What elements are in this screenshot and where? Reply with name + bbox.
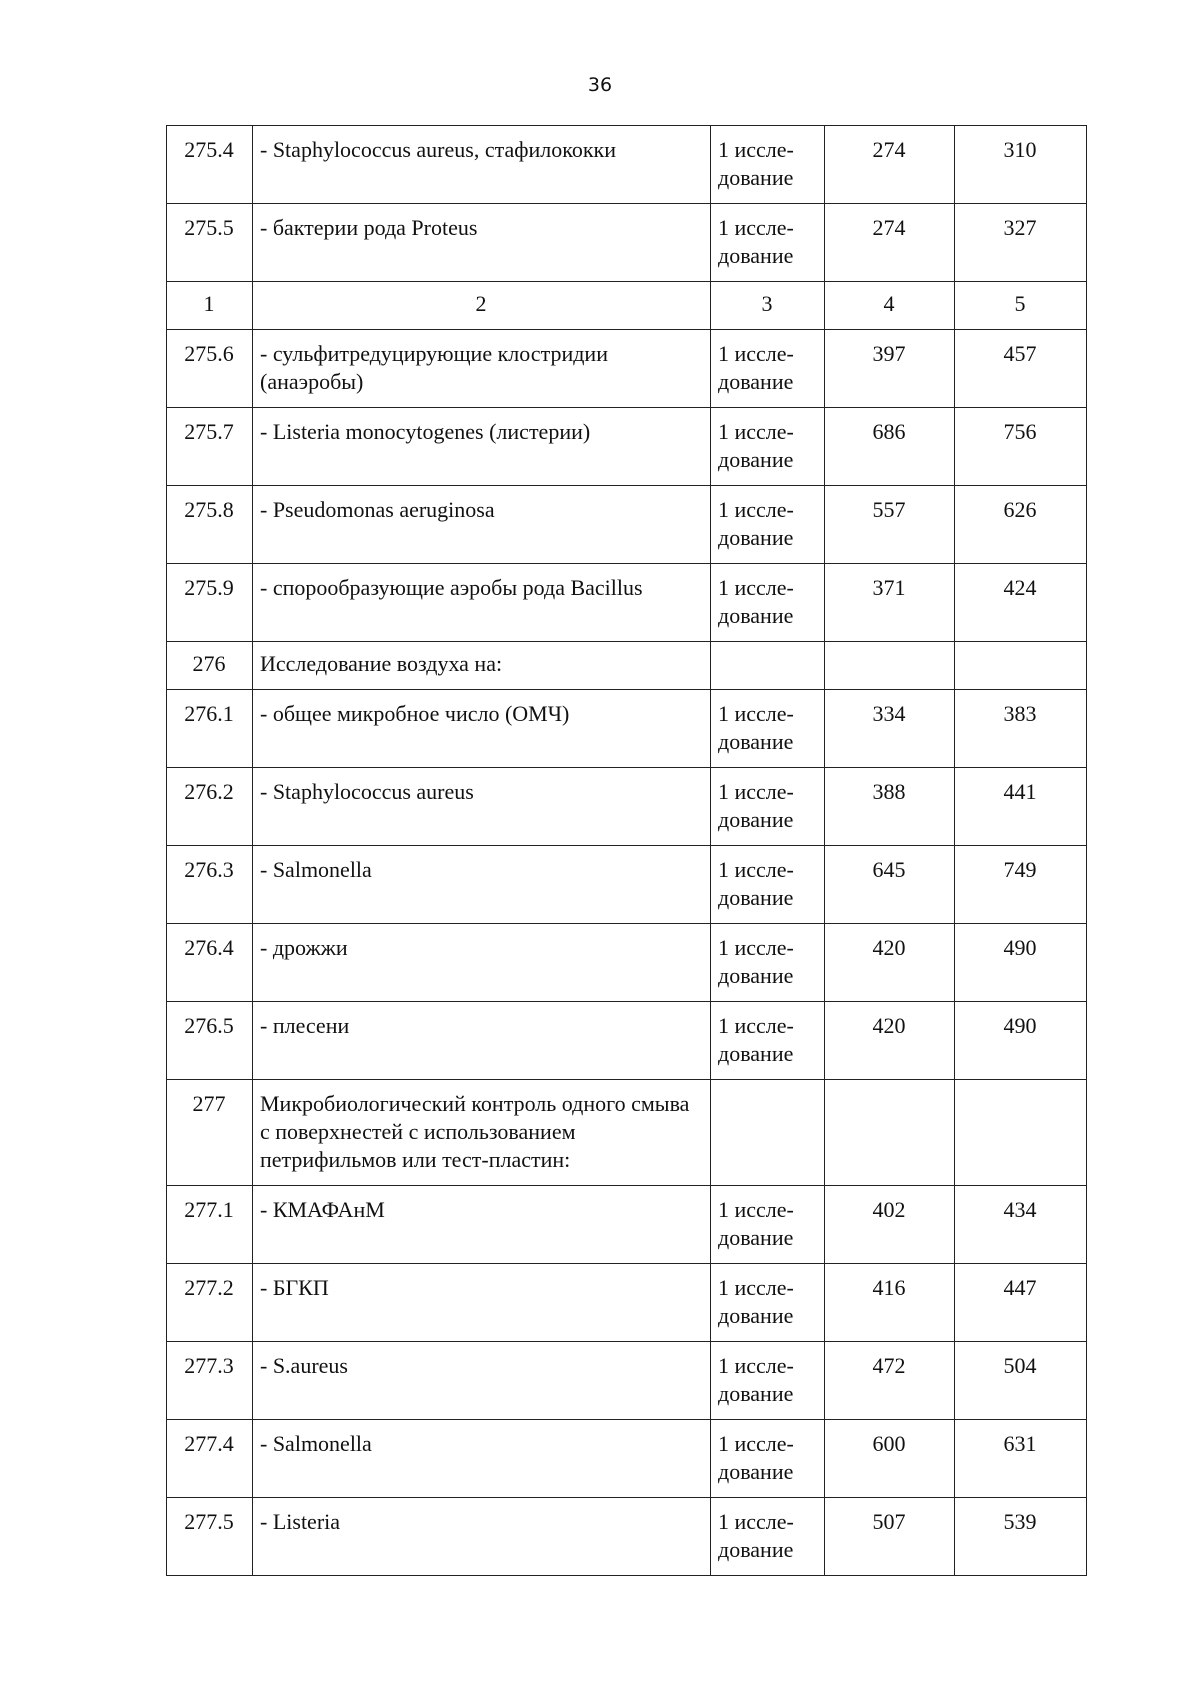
row-price-col4-cell: 420 [825, 924, 955, 1002]
unit-line: дование [718, 729, 794, 754]
table-row [167, 1498, 1087, 1576]
row-unit-cell [711, 408, 825, 486]
row-name-cell: - плесени [253, 1002, 711, 1080]
unit-line: 1 иссле- [718, 1509, 794, 1534]
row-number-cell: 276.5 [167, 1002, 253, 1080]
row-price-col4-cell: 388 [825, 768, 955, 846]
row-price-col5-cell: 383 [955, 690, 1087, 768]
table-row [167, 690, 1087, 768]
table-row [167, 408, 1087, 486]
unit-line: дование [718, 447, 794, 472]
row-unit-cell [711, 1342, 825, 1420]
unit-line: 1 иссле- [718, 341, 794, 366]
row-price-col5-cell: 490 [955, 924, 1087, 1002]
row-unit-cell [711, 1186, 825, 1264]
row-number-cell: 275.5 [167, 204, 253, 282]
row-unit-cell [711, 690, 825, 768]
row-unit-cell [711, 642, 825, 690]
row-price-col5-cell: 441 [955, 768, 1087, 846]
row-price-col4-cell: 371 [825, 564, 955, 642]
row-number-cell: 277.2 [167, 1264, 253, 1342]
row-number-cell: 277.5 [167, 1498, 253, 1576]
row-unit-cell [711, 1080, 825, 1186]
row-price-col4-cell: 507 [825, 1498, 955, 1576]
row-price-col5-cell: 539 [955, 1498, 1087, 1576]
row-price-col5-cell: 424 [955, 564, 1087, 642]
row-name-cell: - общее микробное число (ОМЧ) [253, 690, 711, 768]
unit-line: дование [718, 165, 794, 190]
row-number-cell: 277.3 [167, 1342, 253, 1420]
row-price-col4-cell: 600 [825, 1420, 955, 1498]
row-price-col5-cell: 756 [955, 408, 1087, 486]
unit-line: дование [718, 1041, 794, 1066]
row-price-col5-cell: 434 [955, 1186, 1087, 1264]
row-price-col5-cell: 490 [955, 1002, 1087, 1080]
row-price-col5-cell: 504 [955, 1342, 1087, 1420]
unit-line: 1 иссле- [718, 215, 794, 240]
unit-line: дование [718, 1537, 794, 1562]
row-name-cell: - БГКП [253, 1264, 711, 1342]
row-unit-cell [711, 1002, 825, 1080]
row-name-cell: - Staphylococcus aureus [253, 768, 711, 846]
row-unit-cell [711, 126, 825, 204]
row-price-col4-cell: 416 [825, 1264, 955, 1342]
row-number-cell: 1 [167, 282, 253, 330]
row-unit-cell [711, 846, 825, 924]
row-number-cell: 276.2 [167, 768, 253, 846]
row-price-col5-cell: 626 [955, 486, 1087, 564]
unit-line: 1 иссле- [718, 1353, 794, 1378]
row-name-cell: Исследование воздуха на: [253, 642, 711, 690]
unit-line: дование [718, 807, 794, 832]
unit-line: 1 иссле- [718, 701, 794, 726]
unit-line: 1 иссле- [718, 857, 794, 882]
row-number-cell: 276.4 [167, 924, 253, 1002]
row-price-col5-cell: 5 [955, 282, 1087, 330]
row-unit-cell [711, 1498, 825, 1576]
row-unit-cell [711, 564, 825, 642]
row-price-col5-cell: 310 [955, 126, 1087, 204]
unit-line: дование [718, 1303, 794, 1328]
row-number-cell: 276 [167, 642, 253, 690]
unit-line: 3 [761, 291, 773, 316]
unit-line: дование [718, 1225, 794, 1250]
row-number-cell: 276.3 [167, 846, 253, 924]
unit-line: 1 иссле- [718, 1013, 794, 1038]
unit-line: 1 иссле- [718, 575, 794, 600]
row-price-col5-cell: 447 [955, 1264, 1087, 1342]
row-number-cell: 277.1 [167, 1186, 253, 1264]
row-price-col5-cell: 327 [955, 204, 1087, 282]
row-number-cell: 275.4 [167, 126, 253, 204]
unit-line: дование [718, 525, 794, 550]
row-price-col4-cell: 645 [825, 846, 955, 924]
price-table [166, 125, 1087, 1576]
section-row [167, 1080, 1087, 1186]
table-row [167, 204, 1087, 282]
row-number-cell: 275.9 [167, 564, 253, 642]
row-unit-cell [711, 330, 825, 408]
unit-line: 1 иссле- [718, 779, 794, 804]
unit-line: 1 иссле- [718, 137, 794, 162]
row-name-cell: - Listeria [253, 1498, 711, 1576]
row-number-cell: 277.4 [167, 1420, 253, 1498]
row-name-cell: - дрожжи [253, 924, 711, 1002]
section-row [167, 642, 1087, 690]
row-price-col4-cell: 472 [825, 1342, 955, 1420]
row-number-cell: 275.7 [167, 408, 253, 486]
row-price-col4-cell [825, 642, 955, 690]
unit-line: 1 иссле- [718, 1275, 794, 1300]
row-name-cell: - S.aureus [253, 1342, 711, 1420]
unit-line: 1 иссле- [718, 419, 794, 444]
unit-line: 1 иссле- [718, 497, 794, 522]
row-unit-cell [711, 924, 825, 1002]
row-price-col4-cell: 4 [825, 282, 955, 330]
row-price-col5-cell: 749 [955, 846, 1087, 924]
table-row [167, 1420, 1087, 1498]
unit-line: дование [718, 1381, 794, 1406]
row-number-cell: 277 [167, 1080, 253, 1186]
table-body [167, 126, 1087, 1576]
table-row [167, 1186, 1087, 1264]
row-number-cell: 275.6 [167, 330, 253, 408]
row-name-cell: - сульфитредуцирующие клостридии (анаэробы) [253, 330, 711, 408]
row-name-cell: - КМАФАнМ [253, 1186, 711, 1264]
row-name-cell: - Pseudomonas aeruginosa [253, 486, 711, 564]
unit-line: дование [718, 1459, 794, 1484]
row-price-col5-cell: 631 [955, 1420, 1087, 1498]
row-price-col4-cell: 334 [825, 690, 955, 768]
row-unit-cell [711, 1264, 825, 1342]
table-row [167, 846, 1087, 924]
unit-line: дование [718, 885, 794, 910]
unit-line: дование [718, 963, 794, 988]
row-price-col4-cell: 557 [825, 486, 955, 564]
row-unit-cell [711, 1420, 825, 1498]
row-price-col4-cell: 274 [825, 126, 955, 204]
table-row [167, 768, 1087, 846]
table-row [167, 564, 1087, 642]
unit-line: 1 иссле- [718, 1197, 794, 1222]
row-price-col4-cell: 420 [825, 1002, 955, 1080]
row-number-cell: 275.8 [167, 486, 253, 564]
row-unit-cell [711, 204, 825, 282]
row-price-col4-cell: 686 [825, 408, 955, 486]
table-row [167, 126, 1087, 204]
row-name-cell: - спорообразующие аэробы рода Bacillus [253, 564, 711, 642]
row-name-cell: - бактерии рода Proteus [253, 204, 711, 282]
unit-line: 1 иссле- [718, 935, 794, 960]
row-name-cell: - Staphylococcus aureus, стафилококки [253, 126, 711, 204]
unit-line: 1 иссле- [718, 1431, 794, 1456]
column-number-row [167, 282, 1087, 330]
table-row [167, 330, 1087, 408]
table-row [167, 1002, 1087, 1080]
unit-line: дование [718, 243, 794, 268]
row-price-col4-cell: 274 [825, 204, 955, 282]
table-row [167, 924, 1087, 1002]
row-name-cell: - Listeria monocytogenes (листерии) [253, 408, 711, 486]
row-price-col4-cell: 397 [825, 330, 955, 408]
table-row [167, 486, 1087, 564]
unit-line: дование [718, 603, 794, 628]
row-unit-cell [711, 486, 825, 564]
table-row [167, 1342, 1087, 1420]
row-price-col4-cell [825, 1080, 955, 1186]
row-price-col5-cell [955, 1080, 1087, 1186]
row-name-cell: - Salmonella [253, 846, 711, 924]
row-unit-cell [711, 282, 825, 330]
row-price-col5-cell [955, 642, 1087, 690]
row-name-cell: 2 [253, 282, 711, 330]
row-name-cell: - Salmonella [253, 1420, 711, 1498]
row-name-cell: Микробиологический контроль одного смыва с поверхнестей с использованием петрифильмов или тест-пластин: [253, 1080, 711, 1186]
row-number-cell: 276.1 [167, 690, 253, 768]
row-price-col5-cell: 457 [955, 330, 1087, 408]
unit-line: дование [718, 369, 794, 394]
page-number: 36 [587, 74, 613, 96]
table-row [167, 1264, 1087, 1342]
row-unit-cell [711, 768, 825, 846]
row-price-col4-cell: 402 [825, 1186, 955, 1264]
